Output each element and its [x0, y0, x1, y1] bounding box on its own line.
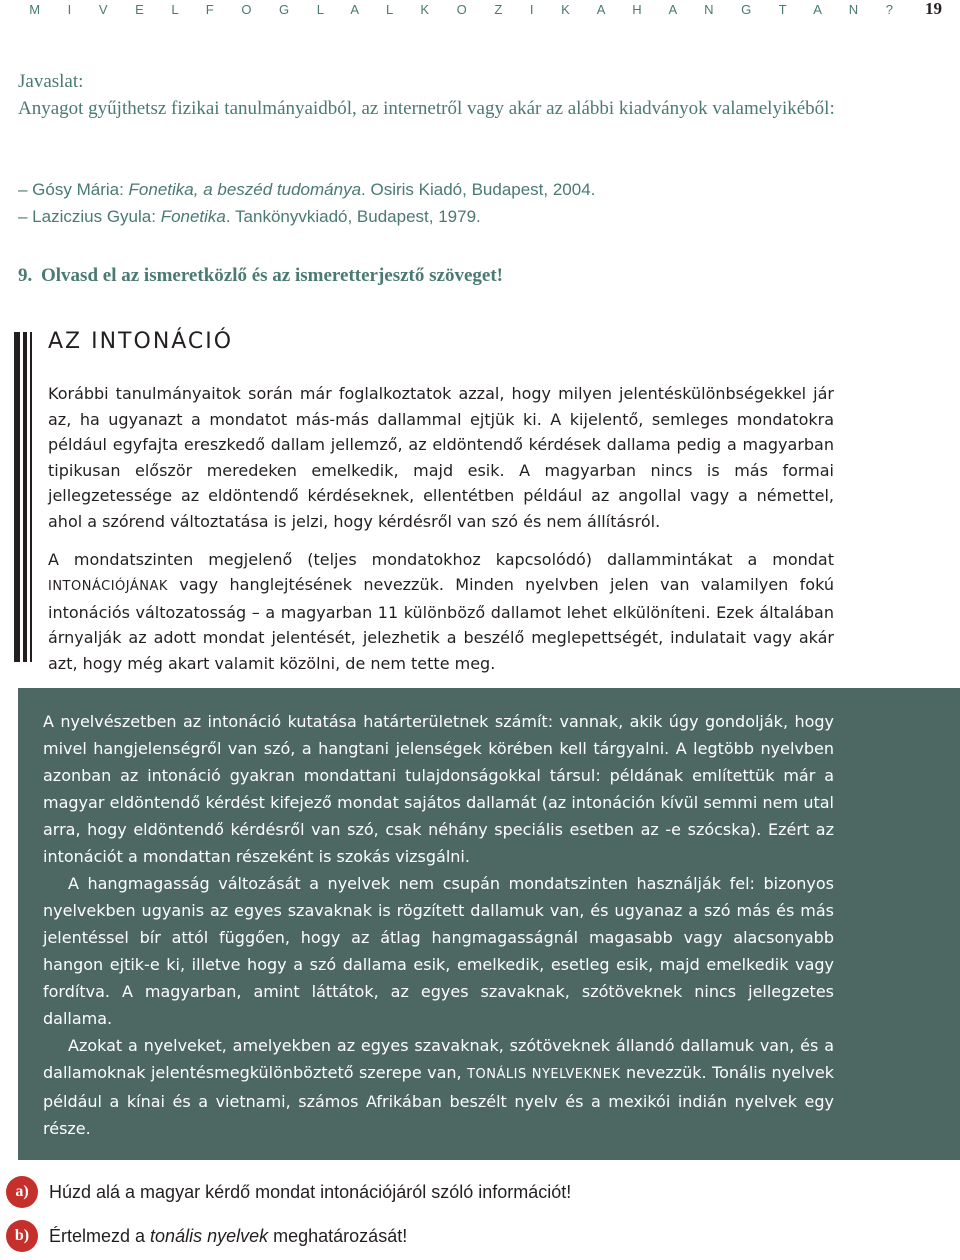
question-text-part: meghatározását!: [268, 1225, 408, 1246]
question-text-part: Húzd alá a magyar kérdő mondat intonációjáról szóló információt!: [49, 1181, 572, 1202]
article-paragraph: [48, 547, 834, 677]
paragraph-text: A mondatszinten megjelenő (teljes mondatokhoz kapcsolódó) dallammintákat a mondat: [48, 549, 834, 569]
article: [48, 325, 834, 689]
task-heading: [18, 265, 503, 287]
reference-title: Fonetika, a beszéd tudománya: [128, 180, 362, 199]
box-paragraph: A nyelvészetben az intonáció kutatása határterületnek számít: vannak, akik úgy gondolják, hogy mivel hangjelenségről van szó, a hangtani jelenségek körében kell tárgyalni. A legtöbb nyelvben azonban az intonáció gyakran mondattani tulajdonságokkal társul: példának említettük már a magyar eldöntendő kérdést kifejező mondat sajátos dallamát (az intonáción kívül semmi nem utal arra, hogy eldöntendő kérdésről van szó, csak néhány speciális esetben az -e szócska). Ezért az intonációt a mondattan részeként is szokás vizsgálni.: [43, 712, 834, 866]
term-tonal-languages: TONÁLIS NYELVEKNEK: [467, 1067, 621, 1082]
article-margin-bars: [14, 332, 34, 662]
question-text-part: Értelmezd a: [49, 1225, 151, 1246]
box-paragraph: A hangmagasság változását a nyelvek nem csupán mondatszinten használják fel: bizonyos nyelvekben ugyanis az egyes szavaknak is rögzített dallamuk van, és ugyanaz a szó más és más jelentéssel bír attól függően, hogy az átlag hangmagasságnál magasabb vagy alacsonyabb hangon ejtik-e ki, illetve hogy a szó dallama esik, emelkedik, esetleg esik, majd emelkedik vagy fordítva. A magyarban, amint láttátok, az egyes szavaknak, szótöveknek nincs jellegzetes dallama.: [43, 874, 834, 1028]
question-text: [49, 1182, 571, 1203]
margin-bar: [23, 332, 27, 662]
box-paragraph: [43, 1032, 834, 1142]
reference-author: – Laziczius Gyula:: [18, 207, 161, 226]
task-instruction: Olvasd el az ismeretközlő és az ismeretterjesztő szöveget!: [41, 265, 503, 286]
question-b: [6, 1220, 407, 1252]
question-a: [6, 1176, 571, 1208]
running-title: M I V E L F O G L A L K O Z I K A H A N G T A N ?: [29, 1, 905, 17]
info-box: [18, 688, 960, 1160]
task-number: 9.: [18, 265, 33, 286]
reference-item: [18, 203, 595, 230]
suggestion-block: [18, 68, 848, 122]
term-intonation: INTONÁCIÓJÁNAK: [48, 579, 168, 595]
article-title: AZ INTONÁCIÓ: [48, 329, 234, 354]
question-text: [49, 1226, 407, 1247]
running-head: [29, 0, 942, 18]
reference-list: [18, 176, 595, 230]
reference-item: [18, 176, 595, 203]
margin-bar: [14, 332, 20, 662]
reference-title: Fonetika: [160, 207, 226, 226]
question-badge: a): [6, 1176, 38, 1208]
margin-bar: [30, 332, 32, 662]
paragraph-text: nevezzük. Tonális nyelvek például a kínai és a vietnami, számos Afrikában beszélt nyelv és a mexikói indián nyelvek egy része.: [43, 1063, 834, 1138]
page-number: 19: [925, 0, 942, 18]
question-badge: b): [6, 1220, 38, 1252]
suggestion-label: Javaslat:: [18, 71, 84, 92]
paragraph-text: Azokat a nyelveket, amelyekben az egyes szavaknak, szótöveknek állandó dallamuk van, és a dallamoknak jelentésmegkülönböztető szerepe van,: [43, 1036, 834, 1082]
reference-author: – Gósy Mária:: [18, 180, 129, 199]
suggestion-text: Anyagot gyűjthetsz fizikai tanulmányaidból, az internetről vagy akár az alábbi kiadványok valamelyikéből:: [18, 98, 835, 119]
reference-publisher: . Tankönyvkiadó, Budapest, 1979.: [225, 207, 481, 226]
paragraph-text: vagy hanglejtésének nevezzük. Minden nyelvben jelen van valamilyen fokú intonációs változatosság – a magyarban 11 különböző dallamot lehet elkülöníteni. Ezek általában árnyalják az adott mondat jelentését, jelezhetik a beszélő meglepettségét, indulatait vagy akár azt, hogy még akart valamit közölni, de nem tette meg.: [48, 575, 834, 673]
question-text-italic: tonális nyelvek: [150, 1225, 269, 1246]
reference-publisher: . Osiris Kiadó, Budapest, 2004.: [361, 180, 596, 199]
article-paragraph: Korábbi tanulmányaitok során már foglalkoztatok azzal, hogy milyen jelentéskülönbségekkel jár az, ha ugyanazt a mondatot más-más dallammal ejtjük ki. A kijelentő, semleges mondatokra például egyfajta ereszkedő dallam jellemző, az eldöntendő kérdések dallama pedig a magyarban tipikusan először meredeken emelkedik, majd esik. A magyarban nincs is más formai jellegzetessége az eldöntendő kérdéseknek, ellentétben például az angollal vagy a némettel, ahol a szórend változtatása is jelzi, hogy kérdésről van szó és nem állításról.: [48, 384, 834, 531]
